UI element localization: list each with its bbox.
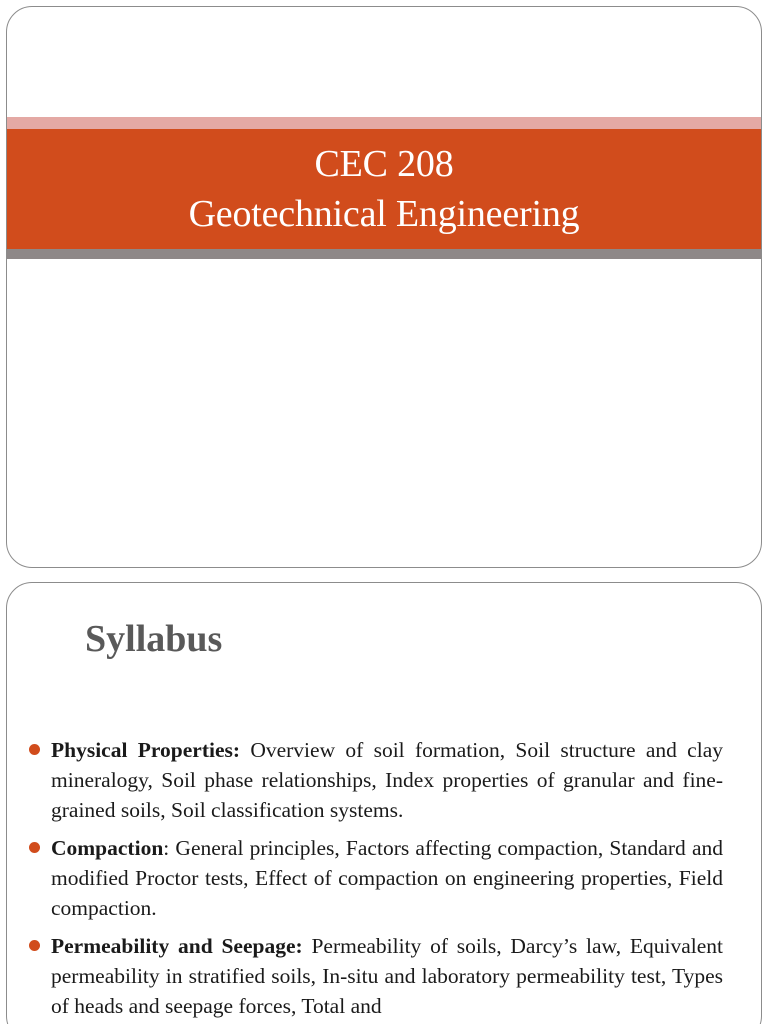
topic-title: Physical Properties:	[51, 738, 241, 762]
topic-description: Overview of soil formation, Soil structure and clay mineralogy, Soil phase relationships, Index properties of granular and fine-grained soils, Soil classification systems.	[51, 738, 723, 822]
course-name: Geotechnical Engineering	[188, 193, 580, 235]
title-band-bottom-stripe	[7, 249, 761, 259]
syllabus-topic-list	[25, 735, 723, 1024]
topic-permeability-seepage	[25, 931, 723, 1021]
title-slide	[6, 6, 762, 568]
topic-compaction	[25, 833, 723, 923]
bullet-icon	[29, 940, 40, 951]
title-band	[7, 129, 761, 249]
bullet-icon	[29, 744, 40, 755]
bullet-icon	[29, 842, 40, 853]
topic-description: : General principles, Factors affecting compaction, Standard and modified Proctor tests, Effect of compaction on engineering properties, Field compaction.	[51, 836, 723, 920]
topic-title: Permeability and Seepage:	[51, 934, 303, 958]
topic-physical-properties	[25, 735, 723, 825]
topic-title: Compaction	[51, 836, 164, 860]
topic-description: Permeability of soils, Darcy’s law, Equivalent permeability in stratified soils, In-situ and laboratory permeability test, Types of heads and seepage forces, Total and	[51, 934, 723, 1018]
title-band-top-stripe	[7, 117, 761, 129]
syllabus-slide	[6, 582, 762, 1024]
syllabus-heading: Syllabus	[85, 618, 223, 660]
course-code: CEC 208	[314, 143, 454, 185]
